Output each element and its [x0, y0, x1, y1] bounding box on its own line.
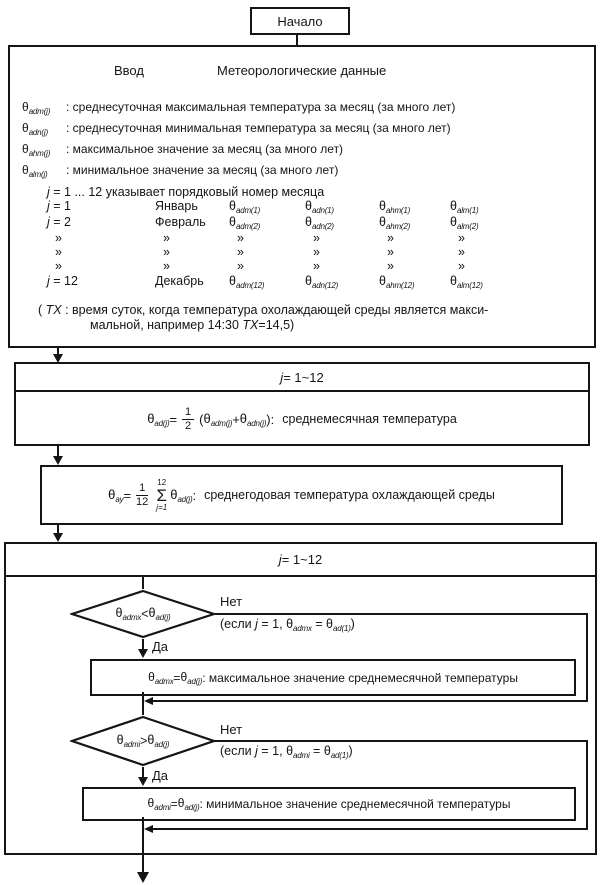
- theta-symbol: θ: [286, 744, 294, 758]
- start-label: Начало: [277, 13, 323, 29]
- input-node: [8, 45, 596, 348]
- theta-symbol: θ: [147, 733, 155, 747]
- no-branch-return-line: [151, 828, 588, 830]
- arrowhead-down-icon: [138, 649, 148, 658]
- theta-subscript: ad(1): [332, 624, 351, 633]
- definition-text: : максимальное значение за месяц (за много лет): [66, 142, 344, 156]
- theta-subscript: ahm(j): [28, 149, 51, 158]
- monthly-loop-node: [14, 362, 590, 446]
- theta-symbol: θ: [323, 744, 331, 758]
- flow-line: [142, 577, 144, 589]
- tx-note-line2: [90, 318, 294, 332]
- table-row-ditto: [47, 245, 518, 259]
- summation: [156, 479, 167, 512]
- equals-sign: =: [169, 411, 178, 427]
- theta-subscript: adn(j): [247, 418, 267, 428]
- theta-term: [240, 411, 267, 428]
- yes-label: Да: [152, 768, 169, 783]
- theta-term: [147, 733, 169, 749]
- theta-symbol: θ: [286, 617, 294, 631]
- theta-term: [450, 215, 510, 231]
- theta-term: [379, 215, 450, 231]
- paren-open: (: [199, 411, 204, 427]
- equals-sign: =: [309, 744, 324, 758]
- month-name: Февраль: [155, 215, 206, 229]
- theta-term: [22, 162, 66, 183]
- theta-term: [178, 796, 200, 812]
- fraction-denominator: 2: [185, 419, 192, 432]
- theta-subscript: ad(j): [154, 418, 170, 428]
- theta-subscript: admi: [154, 803, 171, 812]
- theta-symbol: θ: [450, 274, 457, 288]
- tx-text: =14,5): [258, 318, 295, 332]
- note-text: (если: [220, 744, 256, 758]
- definition-text: : среднесуточная максимальная температура за месяц (за много лет): [66, 100, 456, 114]
- theta-symbol: θ: [22, 100, 29, 114]
- assign-caption: : максимальное значение среднемесячной температуры: [202, 670, 518, 685]
- theta-symbol: θ: [22, 163, 29, 177]
- ditto-mark: »: [237, 259, 244, 273]
- theta-subscript: admi: [123, 740, 141, 749]
- no-label: Нет: [220, 722, 243, 737]
- theta-term: [305, 215, 379, 231]
- tx-symbol: TX: [242, 318, 259, 332]
- table-row-january: [47, 199, 510, 215]
- theta-symbol: θ: [108, 486, 116, 502]
- ditto-mark: »: [55, 231, 62, 245]
- theta-symbol: θ: [326, 617, 333, 631]
- flow-line: [142, 692, 144, 715]
- equals-sign: =: [170, 797, 178, 811]
- theta-term: [117, 733, 141, 749]
- j-symbol: j: [278, 552, 282, 567]
- theta-symbol: θ: [450, 215, 457, 229]
- monthly-formula: [16, 392, 588, 446]
- theta-term: [229, 199, 305, 215]
- min-assign-node: [82, 787, 576, 821]
- theta-subscript: adm(2): [235, 222, 261, 231]
- max-assign-node: [90, 659, 576, 696]
- j-value: = 12: [49, 274, 78, 288]
- table-row-ditto: [47, 231, 518, 245]
- arrowhead-left-icon: [144, 697, 153, 705]
- theta-subscript: admx: [293, 624, 312, 633]
- theta-symbol: θ: [147, 796, 155, 810]
- theta-subscript: adn(12): [311, 281, 339, 290]
- max-condition: [70, 589, 216, 639]
- theta-term: [170, 487, 192, 504]
- theta-symbol: θ: [116, 733, 124, 747]
- check-loop-header: [6, 544, 595, 577]
- fraction-numerator: 1: [182, 406, 194, 420]
- theta-term: [116, 606, 142, 622]
- table-caption: [47, 185, 324, 199]
- paren-open: (: [38, 303, 46, 317]
- theta-definitions: [22, 99, 455, 183]
- start-node: [250, 7, 350, 35]
- min-condition: [70, 715, 216, 767]
- ditto-mark: »: [55, 259, 62, 273]
- j-value: = 1: [49, 199, 71, 213]
- theta-term: [229, 274, 305, 290]
- theta-symbol: θ: [305, 199, 312, 213]
- theta-subscript: alm(2): [456, 222, 479, 231]
- ditto-mark: »: [387, 245, 394, 259]
- caption-rest: = 1 ... 12 указывает порядковый номер месяца: [49, 185, 325, 199]
- tx-note-line1: [38, 303, 488, 317]
- min-no-note: [220, 744, 353, 760]
- theta-term: [305, 274, 379, 290]
- monthly-loop-header: [16, 364, 588, 392]
- max-no-note: [220, 617, 355, 633]
- month-name: Январь: [155, 199, 198, 213]
- loop-range: = 1~12: [281, 552, 323, 567]
- arrowhead-down-icon: [138, 777, 148, 786]
- paren-close: ):: [266, 411, 275, 427]
- note-text: (если: [220, 617, 256, 631]
- theta-term: [22, 141, 66, 162]
- theta-subscript: ahm(1): [385, 206, 411, 215]
- theta-subscript: ad(j): [184, 803, 200, 812]
- tx-text: : время суток, когда температура охолаждающей среды является макси-: [61, 303, 489, 317]
- theta-symbol: θ: [22, 121, 29, 135]
- yes-label: Да: [152, 639, 169, 654]
- ditto-mark: »: [387, 231, 394, 245]
- less-than-sign: <: [141, 607, 149, 621]
- theta-subscript: ay: [115, 494, 124, 504]
- no-branch-line: [586, 613, 588, 702]
- note-text: = 1,: [257, 617, 287, 631]
- theta-subscript: alm(j): [28, 170, 48, 179]
- theta-symbol: θ: [115, 606, 123, 620]
- ditto-mark: »: [163, 259, 170, 273]
- no-branch-line: [214, 740, 588, 742]
- loop-range: = 1~12: [283, 369, 324, 385]
- definition-line-adm: [22, 99, 455, 120]
- theta-subscript: ahm(12): [385, 281, 415, 290]
- theta-subscript: ad(j): [154, 740, 170, 749]
- theta-term: [22, 120, 66, 141]
- theta-term: [147, 411, 169, 428]
- ditto-mark: »: [55, 245, 62, 259]
- j-symbol: j: [47, 199, 50, 213]
- theta-symbol: θ: [229, 199, 236, 213]
- theta-symbol: θ: [148, 606, 156, 620]
- definition-line-alm: [22, 162, 455, 183]
- fraction: [182, 406, 194, 432]
- theta-symbol: θ: [379, 199, 386, 213]
- colon-sign: :: [192, 487, 197, 503]
- definition-text: : среднесуточная минимальная температура за месяц (за много лет): [66, 121, 451, 135]
- annual-formula: [42, 467, 561, 523]
- theta-term: [149, 606, 171, 622]
- sum-upper-limit: 12: [157, 477, 167, 487]
- connector-start-to-input: [296, 35, 298, 45]
- theta-term: [379, 199, 450, 215]
- theta-subscript: alm(1): [456, 206, 479, 215]
- theta-term: [450, 274, 510, 290]
- plus-sign: +: [232, 411, 240, 427]
- tx-text: мальной, например 14:30: [90, 318, 243, 332]
- formula-caption: среднегодовая температура охлаждающей среды: [204, 488, 495, 502]
- theta-subscript: adn(2): [311, 222, 334, 231]
- theta-symbol: θ: [379, 215, 386, 229]
- theta-subscript: adm(j): [28, 107, 51, 116]
- input-label: Ввод: [114, 63, 144, 78]
- caption-text: [47, 185, 324, 199]
- no-branch-line: [215, 613, 588, 615]
- check-loop-node: [4, 542, 597, 855]
- ditto-mark: »: [387, 259, 394, 273]
- definition-line-adn: [22, 120, 455, 141]
- no-label: Нет: [220, 594, 243, 609]
- ditto-mark: »: [163, 231, 170, 245]
- theta-subscript: adm(12): [235, 281, 265, 290]
- note-text: ): [348, 744, 353, 758]
- table-row-december: [47, 274, 510, 290]
- j-symbol: j: [255, 744, 258, 758]
- theta-subscript: admi: [293, 751, 310, 760]
- ditto-mark: »: [163, 245, 170, 259]
- row-index: [47, 274, 155, 290]
- theta-term: [108, 487, 123, 504]
- theta-term: [229, 215, 305, 231]
- theta-symbol: θ: [379, 274, 386, 288]
- sigma-icon: Σ: [156, 485, 167, 505]
- ditto-mark: »: [458, 231, 465, 245]
- theta-subscript: adn(1): [311, 206, 334, 215]
- equals-sign: =: [311, 617, 327, 631]
- theta-subscript: ad(1): [330, 751, 349, 760]
- theta-symbol: θ: [229, 215, 236, 229]
- arrowhead-down-icon: [53, 533, 63, 542]
- ditto-mark: »: [458, 259, 465, 273]
- theta-term: [450, 199, 510, 215]
- fraction-denominator: 12: [136, 495, 149, 508]
- j-value: = 2: [49, 215, 71, 229]
- theta-term: [181, 670, 203, 686]
- theta-subscript: ad(j): [155, 613, 171, 622]
- theta-symbol: θ: [148, 669, 155, 684]
- theta-symbol: θ: [229, 274, 236, 288]
- theta-symbol: θ: [22, 142, 29, 156]
- theta-term: [22, 99, 66, 120]
- theta-term: [305, 199, 379, 215]
- theta-subscript: admx: [122, 613, 142, 622]
- theta-symbol: θ: [147, 410, 155, 426]
- theta-symbol: θ: [305, 215, 312, 229]
- theta-term: [148, 796, 171, 812]
- theta-subscript: ad(j): [187, 676, 203, 686]
- note-text: ): [350, 617, 355, 631]
- fraction: [136, 482, 148, 508]
- annual-average-node: [40, 465, 563, 525]
- ditto-mark: »: [458, 245, 465, 259]
- ditto-mark: »: [237, 245, 244, 259]
- ditto-mark: »: [313, 231, 320, 245]
- arrowhead-down-icon: [53, 456, 63, 465]
- definition-line-ahm: [22, 141, 455, 162]
- theta-subscript: ahm(2): [385, 222, 411, 231]
- theta-subscript: ad(j): [177, 494, 193, 504]
- theta-symbol: θ: [239, 410, 248, 426]
- arrowhead-left-icon: [144, 825, 153, 833]
- j-symbol: j: [47, 185, 50, 199]
- theta-term: [148, 670, 173, 686]
- greater-than-sign: >: [140, 734, 148, 748]
- theta-symbol: θ: [203, 410, 211, 426]
- ditto-mark: »: [313, 245, 320, 259]
- j-symbol: j: [280, 369, 284, 385]
- j-symbol: j: [47, 215, 50, 229]
- month-name: Декабрь: [155, 274, 204, 288]
- row-index: [47, 199, 155, 215]
- theta-subscript: adm(j): [210, 418, 233, 428]
- note-text: = 1,: [257, 744, 287, 758]
- equals-sign: =: [123, 487, 132, 503]
- theta-subscript: alm(12): [456, 281, 483, 290]
- theta-term: [379, 274, 450, 290]
- assign-caption: : минимальное значение среднемесячной температуры: [199, 797, 511, 811]
- ditto-mark: »: [313, 259, 320, 273]
- input-title: Метеорологические данные: [217, 63, 387, 78]
- theta-symbol: θ: [450, 199, 457, 213]
- table-row-ditto: [47, 259, 518, 273]
- formula-caption: среднемесячная температура: [282, 412, 457, 426]
- exit-flow-line: [142, 817, 144, 874]
- fraction-numerator: 1: [136, 482, 148, 496]
- theta-symbol: θ: [180, 669, 188, 684]
- j-symbol: j: [255, 617, 258, 631]
- j-symbol: j: [47, 274, 50, 288]
- ditto-mark: »: [237, 231, 244, 245]
- arrowhead-down-icon: [137, 872, 149, 883]
- theta-symbol: θ: [305, 274, 312, 288]
- theta-subscript: admx: [154, 676, 174, 686]
- table-row-february: [47, 215, 510, 231]
- sum-lower-limit: j=1: [156, 502, 168, 512]
- theta-subscript: adn(j): [28, 128, 48, 137]
- theta-symbol: θ: [170, 486, 178, 502]
- no-branch-return-line: [151, 700, 588, 702]
- tx-symbol: TX: [45, 303, 62, 317]
- theta-subscript: adm(1): [235, 206, 261, 215]
- row-index: [47, 215, 155, 231]
- definition-text: : минимальное значение за месяц (за много лет): [66, 163, 339, 177]
- theta-term: [204, 411, 233, 428]
- equals-sign: =: [173, 670, 181, 685]
- theta-symbol: θ: [177, 796, 185, 810]
- no-branch-line: [586, 740, 588, 830]
